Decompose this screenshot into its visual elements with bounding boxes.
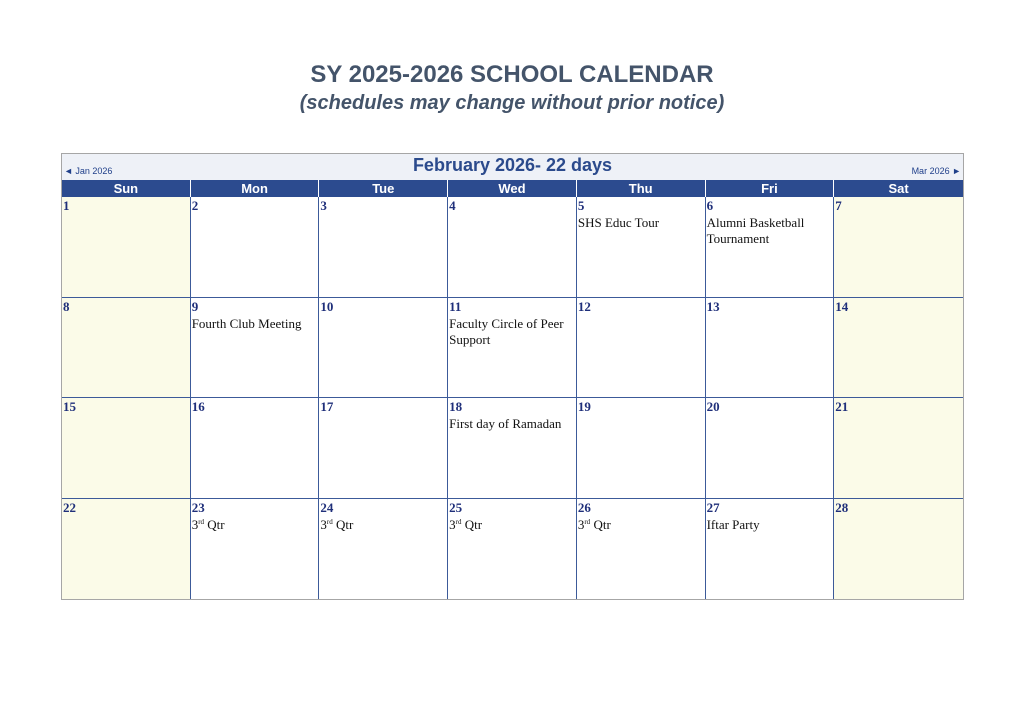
day-cell[interactable] [62,398,191,499]
day-number: 14 [835,298,849,314]
day-grid [62,197,963,599]
day-number: 3 [320,198,327,213]
event-text: Fourth Club Meeting [191,315,302,331]
event-text: 3rd Qtr [577,516,611,532]
day-cell[interactable] [448,398,577,499]
day-number: 25 [449,499,463,515]
day-cell[interactable] [319,197,448,298]
day-cell[interactable] [577,398,706,499]
title-block [0,60,1024,116]
day-number: 27 [706,499,720,515]
day-cell[interactable] [448,499,577,600]
day-number: 8 [63,298,70,314]
day-cell[interactable] [319,499,448,600]
event-text: 3rd Qtr [320,516,354,532]
event-text: Faculty Circle of Peer Support [449,315,564,347]
weekday-fri: Fri [706,180,835,197]
day-number: 2 [191,198,199,213]
day-number: 9 [191,298,199,314]
weekday-thu: Thu [577,180,706,197]
day-number: 19 [577,399,591,414]
weekday-header-row [62,180,963,197]
day-cell[interactable] [706,197,835,298]
month-calendar [61,153,964,600]
day-number: 16 [191,399,205,414]
event-text: 3rd Qtr [449,516,483,532]
event-text: First day of Ramadan [449,416,562,431]
month-title: February 2026- 22 days [412,155,613,175]
day-cell[interactable] [62,298,191,399]
day-cell[interactable] [448,197,577,298]
day-number: 11 [449,298,462,314]
day-number: 10 [320,298,334,314]
day-number: 24 [320,499,334,515]
day-number: 7 [835,198,842,213]
day-cell[interactable] [706,398,835,499]
day-number: 6 [706,198,714,213]
day-number: 4 [449,198,456,213]
day-number: 22 [63,499,76,515]
day-number: 1 [63,198,70,213]
day-number: 18 [449,399,463,414]
day-cell[interactable] [319,298,448,399]
event-text: Alumni Basketball Tournament [706,215,805,246]
day-number: 5 [577,198,585,213]
weekday-sat: Sat [888,181,909,196]
day-cell[interactable] [191,398,320,499]
day-cell[interactable] [834,499,963,600]
next-month-link[interactable]: Mar 2026 ► [911,166,961,176]
day-cell[interactable] [191,499,320,600]
page-subtitle: (schedules may change without prior notice) [299,92,725,114]
prev-month-link[interactable]: ◄ Jan 2026 [64,166,113,176]
day-cell[interactable] [62,499,191,600]
calendar-header [62,154,963,180]
page-title: SY 2025-2026 SCHOOL CALENDAR [310,61,714,88]
day-cell[interactable] [706,499,835,600]
day-cell[interactable] [577,499,706,600]
weekday-wed: Wed [448,180,577,197]
day-number: 28 [835,499,849,515]
day-cell[interactable] [62,197,191,298]
day-number: 13 [706,298,720,314]
event-text: SHS Educ Tour [577,215,660,230]
day-cell[interactable] [448,298,577,399]
day-cell[interactable] [834,398,963,499]
day-cell[interactable] [319,398,448,499]
day-cell[interactable] [834,197,963,298]
day-cell[interactable] [706,298,835,399]
day-cell[interactable] [577,298,706,399]
day-number: 20 [706,399,720,414]
event-text: 3rd Qtr [191,516,225,532]
day-number: 15 [63,399,76,414]
day-cell[interactable] [191,197,320,298]
weekday-sun: Sun [62,180,191,197]
day-cell[interactable] [834,298,963,399]
day-number: 12 [577,298,591,314]
weekday-tue: Tue [319,180,448,197]
event-text: Iftar Party [706,516,760,532]
day-cell[interactable] [577,197,706,298]
day-number: 21 [835,399,849,414]
weekday-mon: Mon [191,180,320,197]
day-number: 17 [320,399,334,414]
day-cell[interactable] [191,298,320,399]
day-number: 23 [191,499,205,515]
day-number: 26 [577,499,591,515]
